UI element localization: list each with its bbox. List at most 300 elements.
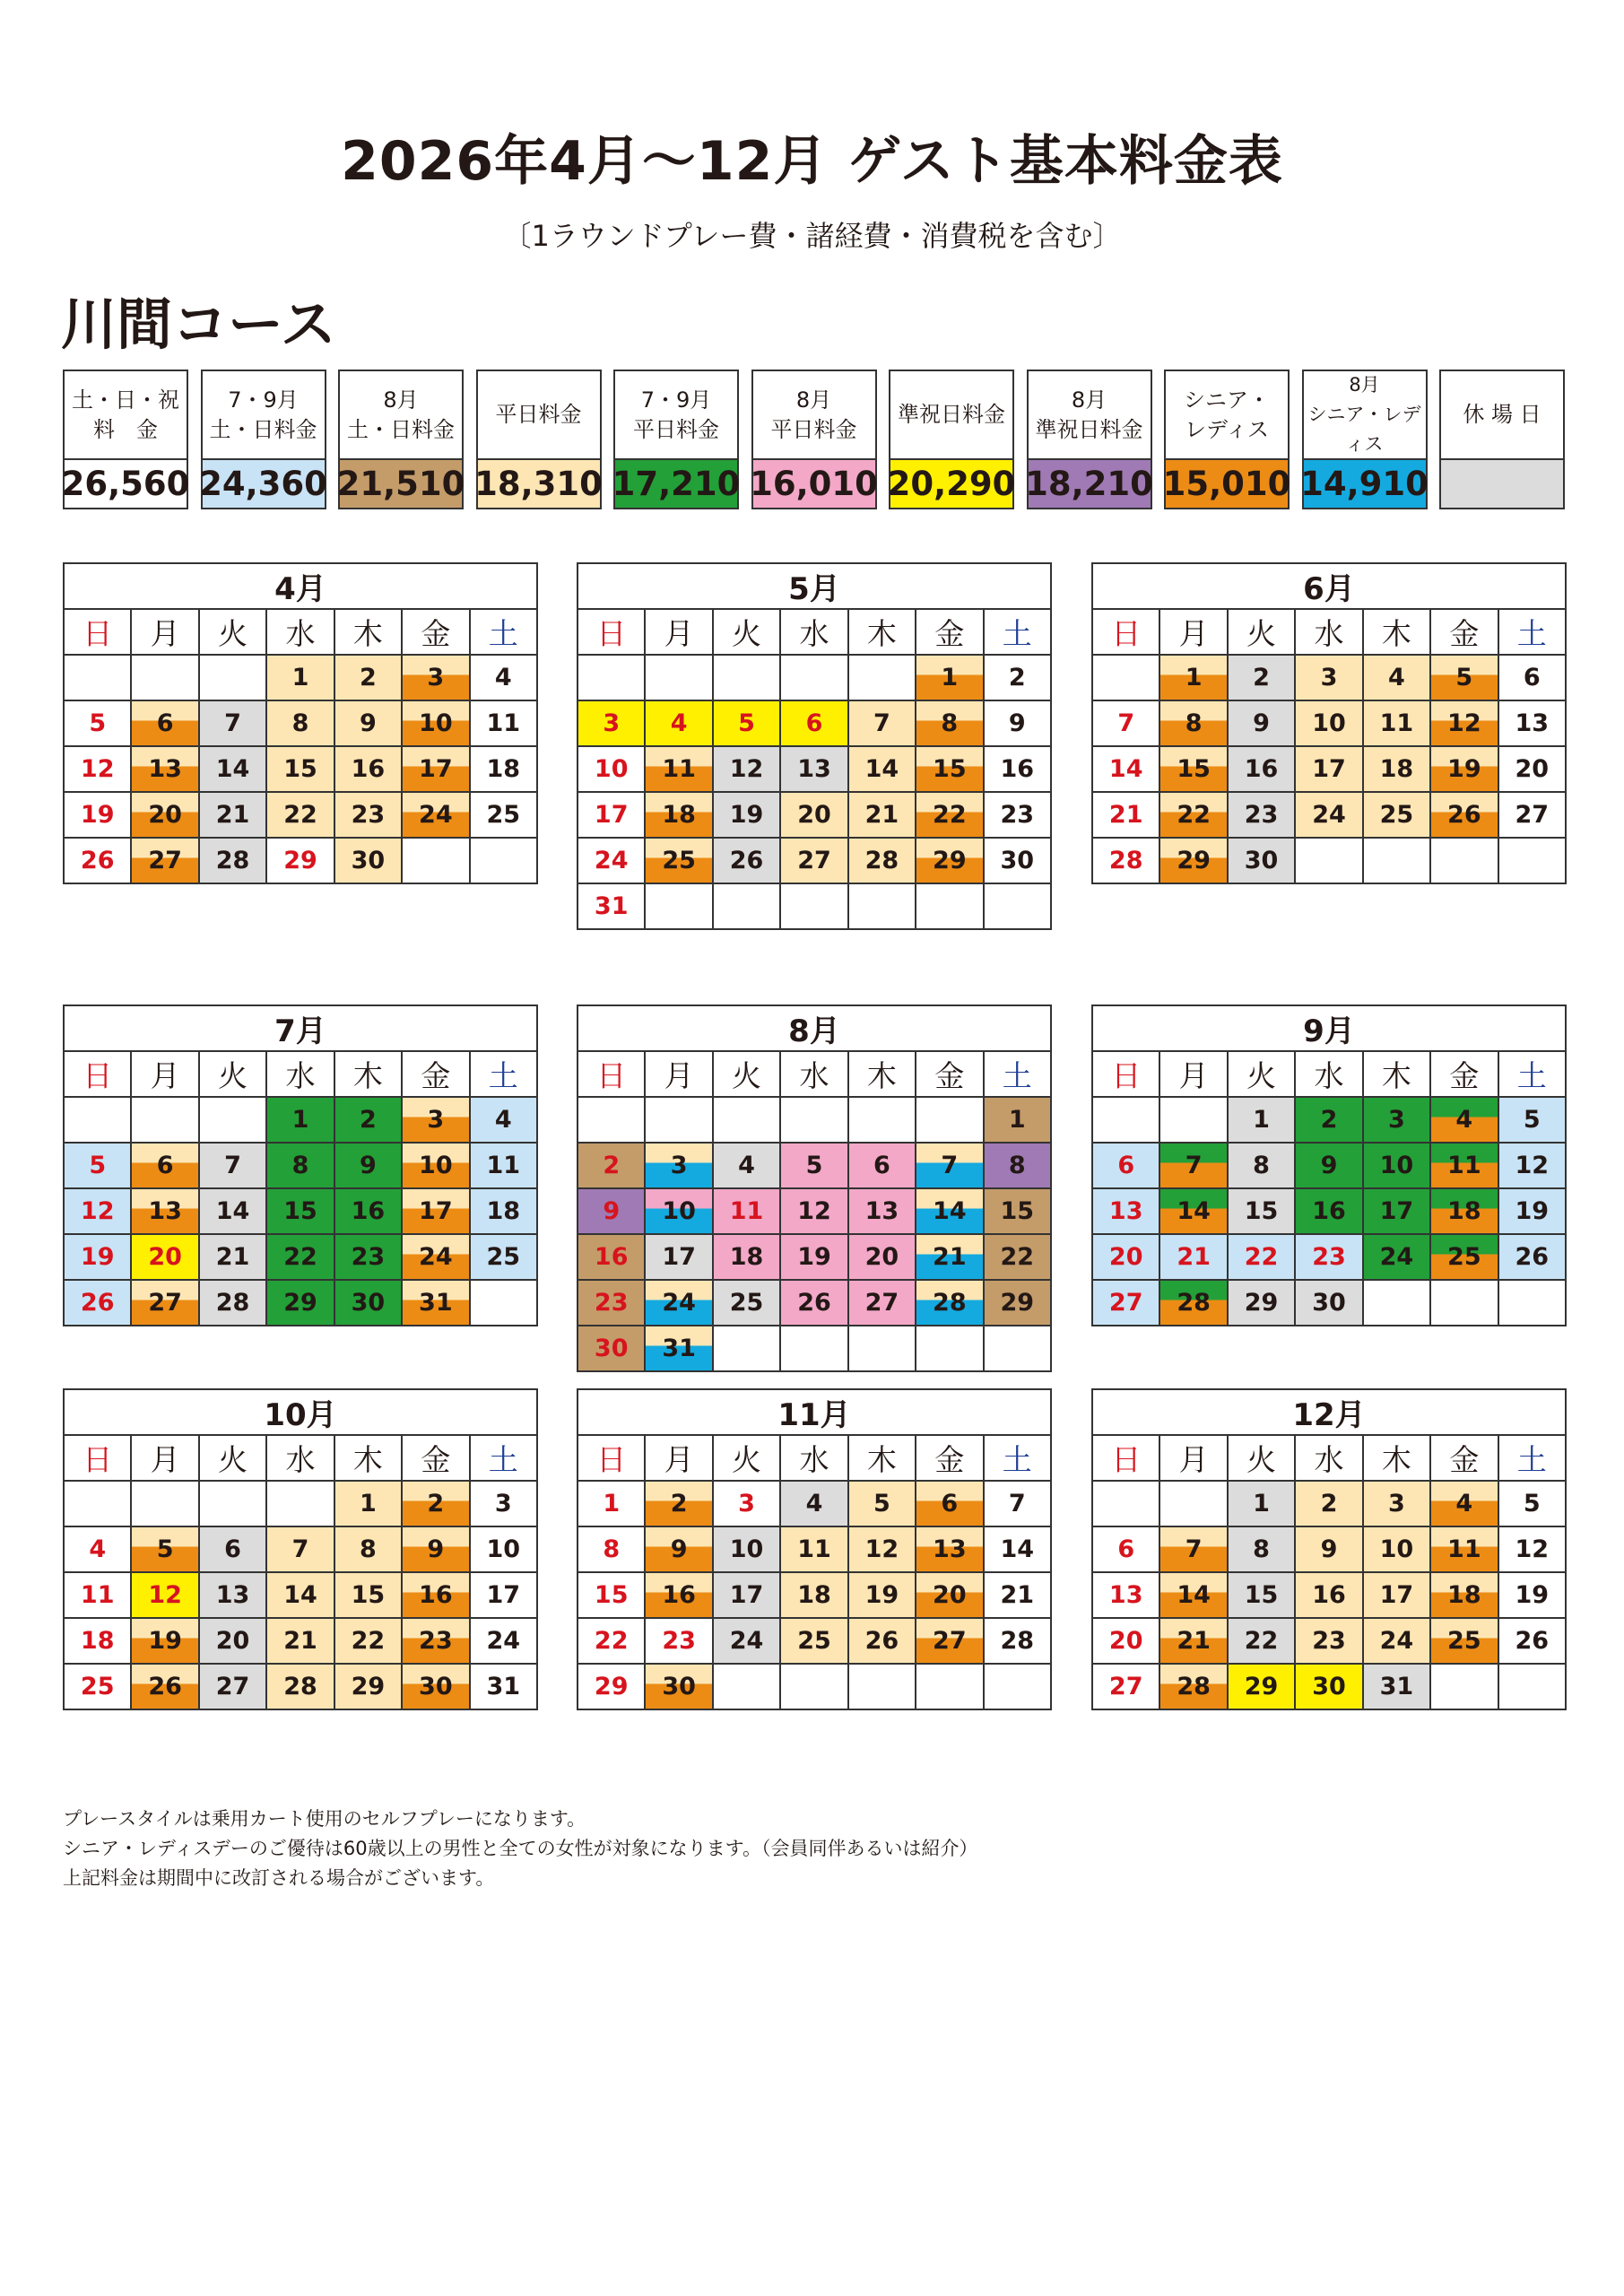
day-number: 10 — [1312, 709, 1346, 737]
day-number: 6 — [224, 1535, 241, 1563]
legend-item — [613, 370, 739, 509]
day-cell — [266, 1572, 334, 1618]
day-cell — [199, 792, 266, 838]
empty-cell — [645, 1097, 712, 1143]
legend-label: 準祝日料金 — [890, 371, 1012, 460]
day-number: 29 — [351, 1673, 386, 1700]
day-cell — [64, 1188, 131, 1234]
day-cell — [334, 838, 402, 883]
day-number: 15 — [594, 1581, 629, 1609]
day-number: 17 — [419, 1197, 453, 1225]
day-cell — [1363, 700, 1430, 746]
day-number: 6 — [156, 1152, 174, 1179]
day-cell — [984, 1618, 1051, 1664]
day-cell — [1228, 1097, 1295, 1143]
legend-label: 7・9月 平日料金 — [615, 371, 737, 460]
day-number: 6 — [1117, 1152, 1135, 1179]
empty-cell — [64, 1097, 131, 1143]
day-number: 19 — [729, 801, 764, 829]
day-cell — [1498, 1097, 1566, 1143]
day-cell — [266, 1097, 334, 1143]
legend-price: 20,290 — [890, 460, 1012, 508]
day-cell — [131, 700, 198, 746]
day-number: 6 — [1117, 1535, 1135, 1563]
day-cell — [1498, 792, 1566, 838]
day-number: 20 — [1108, 1627, 1143, 1655]
day-cell — [402, 1234, 469, 1280]
weekday-header: 火 — [199, 609, 266, 655]
month-title: 10月 — [64, 1389, 537, 1435]
day-number: 25 — [1447, 1243, 1481, 1271]
legend-item — [338, 370, 464, 509]
legend-label: 8月 準祝日料金 — [1029, 371, 1151, 460]
day-cell — [645, 1664, 712, 1709]
day-number: 6 — [941, 1490, 959, 1518]
day-cell — [334, 1526, 402, 1572]
day-cell — [402, 1664, 469, 1709]
day-number: 17 — [594, 801, 629, 829]
day-number: 29 — [1244, 1673, 1279, 1700]
day-cell — [645, 1526, 712, 1572]
day-number: 8 — [1253, 1535, 1270, 1563]
day-cell — [1498, 1618, 1566, 1664]
day-number: 14 — [933, 1197, 967, 1225]
month-calendar — [63, 1004, 538, 1326]
weekday-header: 木 — [1363, 1435, 1430, 1481]
day-number: 28 — [215, 1289, 250, 1317]
day-number: 4 — [670, 709, 688, 737]
legend-item — [1164, 370, 1290, 509]
day-cell — [266, 655, 334, 700]
day-number: 14 — [1177, 1197, 1211, 1225]
day-cell — [470, 1526, 537, 1572]
day-number: 14 — [215, 1197, 250, 1225]
day-number: 9 — [1320, 1535, 1338, 1563]
day-number: 7 — [1185, 1535, 1203, 1563]
day-cell — [402, 746, 469, 792]
day-number: 30 — [662, 1673, 696, 1700]
day-cell — [984, 1526, 1051, 1572]
day-cell — [1498, 655, 1566, 700]
day-number: 30 — [1244, 847, 1279, 874]
day-cell — [1498, 1188, 1566, 1234]
notes — [63, 1805, 977, 1893]
legend-price: 26,560 — [65, 460, 187, 508]
day-cell — [713, 1572, 780, 1618]
day-cell — [1228, 1143, 1295, 1188]
day-cell — [848, 838, 916, 883]
day-cell — [334, 1618, 402, 1664]
empty-cell — [1363, 838, 1430, 883]
day-cell — [334, 700, 402, 746]
weekday-header: 木 — [848, 609, 916, 655]
day-cell — [131, 1664, 198, 1709]
day-number: 23 — [351, 1243, 386, 1271]
day-number: 8 — [941, 709, 959, 737]
empty-cell — [578, 1097, 645, 1143]
day-cell — [1295, 700, 1362, 746]
day-cell — [470, 1481, 537, 1526]
day-cell — [1295, 1572, 1362, 1618]
day-number: 28 — [1000, 1627, 1035, 1655]
day-cell — [1498, 1572, 1566, 1618]
day-cell — [266, 1664, 334, 1709]
day-cell — [1363, 1188, 1430, 1234]
day-cell — [984, 792, 1051, 838]
day-cell — [402, 1481, 469, 1526]
day-cell — [1228, 838, 1295, 883]
day-number: 18 — [729, 1243, 764, 1271]
day-cell — [848, 700, 916, 746]
legend-price: 17,210 — [615, 460, 737, 508]
day-number: 19 — [80, 1243, 115, 1271]
day-cell — [1363, 1481, 1430, 1526]
day-cell — [1228, 746, 1295, 792]
day-cell — [916, 1481, 983, 1526]
day-number: 20 — [933, 1581, 967, 1609]
day-cell — [1159, 792, 1227, 838]
day-number: 11 — [1447, 1535, 1481, 1563]
day-number: 10 — [419, 709, 453, 737]
legend-item — [476, 370, 602, 509]
day-number: 25 — [486, 1243, 521, 1271]
day-number: 1 — [1185, 664, 1203, 691]
day-cell — [131, 1234, 198, 1280]
day-cell — [1092, 1618, 1159, 1664]
day-number: 20 — [1108, 1243, 1143, 1271]
day-cell — [470, 792, 537, 838]
day-number: 3 — [670, 1152, 688, 1179]
day-number: 21 — [1177, 1243, 1211, 1271]
day-number: 26 — [729, 847, 764, 874]
day-cell — [64, 838, 131, 883]
day-cell — [916, 1526, 983, 1572]
day-number: 28 — [1177, 1289, 1211, 1317]
day-cell — [1363, 1618, 1430, 1664]
weekday-header: 月 — [1159, 609, 1227, 655]
day-number: 18 — [1447, 1581, 1481, 1609]
empty-cell — [199, 1097, 266, 1143]
day-cell — [848, 1481, 916, 1526]
day-cell — [64, 1143, 131, 1188]
weekday-header: 月 — [1159, 1435, 1227, 1481]
day-number: 31 — [419, 1289, 453, 1317]
day-cell — [578, 792, 645, 838]
weekday-header: 水 — [780, 609, 847, 655]
empty-cell — [199, 655, 266, 700]
month-calendar — [63, 562, 538, 884]
day-number: 27 — [215, 1673, 250, 1700]
day-number: 6 — [873, 1152, 890, 1179]
day-cell — [64, 1280, 131, 1326]
day-number: 9 — [670, 1535, 688, 1563]
empty-cell — [848, 1326, 916, 1371]
day-cell — [1295, 1618, 1362, 1664]
day-number: 30 — [1312, 1673, 1346, 1700]
empty-cell — [131, 655, 198, 700]
day-cell — [916, 1234, 983, 1280]
day-number: 24 — [419, 1243, 453, 1271]
day-cell — [578, 1572, 645, 1618]
empty-cell — [1159, 1481, 1227, 1526]
day-cell — [984, 746, 1051, 792]
day-cell — [334, 746, 402, 792]
day-number: 30 — [1312, 1289, 1346, 1317]
day-cell — [1430, 792, 1498, 838]
day-number: 16 — [419, 1581, 453, 1609]
day-cell — [713, 700, 780, 746]
legend-label: 土・日・祝 料 金 — [65, 371, 187, 460]
day-number: 19 — [1515, 1197, 1550, 1225]
day-cell — [645, 1326, 712, 1371]
day-number: 22 — [283, 801, 317, 829]
month-title: 8月 — [578, 1005, 1051, 1051]
weekday-header: 月 — [131, 1051, 198, 1097]
day-number: 11 — [486, 709, 521, 737]
day-cell — [402, 1097, 469, 1143]
weekday-header: 日 — [64, 1435, 131, 1481]
day-number: 20 — [1515, 755, 1550, 783]
day-cell — [64, 1526, 131, 1572]
weekday-header: 水 — [1295, 1051, 1362, 1097]
day-cell — [1092, 1234, 1159, 1280]
day-number: 22 — [1244, 1243, 1279, 1271]
day-number: 15 — [1244, 1197, 1279, 1225]
day-cell — [984, 1097, 1051, 1143]
day-cell — [1295, 1664, 1362, 1709]
day-number: 19 — [864, 1581, 899, 1609]
empty-cell — [1430, 1664, 1498, 1709]
empty-cell — [848, 883, 916, 929]
day-cell — [1295, 1526, 1362, 1572]
day-number: 12 — [148, 1581, 182, 1609]
weekday-header: 日 — [1092, 1051, 1159, 1097]
day-number: 4 — [805, 1490, 823, 1518]
day-number: 20 — [797, 801, 831, 829]
day-cell — [848, 1526, 916, 1572]
day-cell — [645, 1572, 712, 1618]
day-number: 16 — [351, 755, 386, 783]
day-number: 29 — [283, 847, 317, 874]
day-cell — [1228, 792, 1295, 838]
day-cell — [1228, 1188, 1295, 1234]
day-cell — [984, 1572, 1051, 1618]
day-cell — [1363, 1097, 1430, 1143]
day-cell — [713, 1188, 780, 1234]
day-cell — [645, 700, 712, 746]
day-number: 8 — [291, 1152, 309, 1179]
day-cell — [578, 746, 645, 792]
legend-label: 8月 平日料金 — [753, 371, 875, 460]
weekday-header: 日 — [1092, 609, 1159, 655]
day-cell — [199, 1143, 266, 1188]
day-cell — [916, 1572, 983, 1618]
day-number: 2 — [360, 1106, 377, 1134]
weekday-header: 木 — [1363, 1051, 1430, 1097]
day-cell — [1159, 1188, 1227, 1234]
day-cell — [1092, 1572, 1159, 1618]
day-cell — [1228, 700, 1295, 746]
day-cell — [916, 1618, 983, 1664]
day-number: 14 — [283, 1581, 317, 1609]
day-cell — [334, 1481, 402, 1526]
page-title: 2026年4月〜12月 ゲスト基本料金表 — [341, 130, 1283, 193]
day-cell — [1228, 1618, 1295, 1664]
weekday-header: 金 — [916, 1051, 983, 1097]
weekday-header: 水 — [266, 1435, 334, 1481]
day-cell — [64, 1618, 131, 1664]
day-cell — [1363, 1143, 1430, 1188]
day-number: 3 — [1388, 1490, 1405, 1518]
day-cell — [199, 1526, 266, 1572]
day-number: 8 — [360, 1535, 377, 1563]
day-number: 9 — [1253, 709, 1270, 737]
legend-label: 8月 土・日料金 — [340, 371, 462, 460]
day-number: 21 — [1000, 1581, 1035, 1609]
day-cell — [402, 1526, 469, 1572]
empty-cell — [1363, 1280, 1430, 1326]
day-number: 1 — [941, 664, 959, 691]
day-number: 31 — [486, 1673, 521, 1700]
day-number: 30 — [594, 1335, 629, 1362]
weekday-header: 土 — [984, 609, 1051, 655]
empty-cell — [713, 1097, 780, 1143]
day-cell — [984, 700, 1051, 746]
weekday-header: 水 — [1295, 609, 1362, 655]
month-title: 4月 — [64, 563, 537, 609]
weekday-header: 火 — [1228, 1435, 1295, 1481]
day-cell — [713, 1280, 780, 1326]
weekday-header: 水 — [780, 1051, 847, 1097]
day-number: 25 — [1379, 801, 1414, 829]
day-cell — [64, 792, 131, 838]
day-cell — [645, 1618, 712, 1664]
day-cell — [1295, 1280, 1362, 1326]
month-calendar — [577, 1004, 1052, 1372]
day-cell — [916, 792, 983, 838]
day-number: 12 — [797, 1197, 831, 1225]
day-number: 9 — [360, 709, 377, 737]
day-number: 22 — [1000, 1243, 1035, 1271]
empty-cell — [780, 883, 847, 929]
day-number: 10 — [1379, 1152, 1414, 1179]
day-number: 18 — [1379, 755, 1414, 783]
day-cell — [1363, 746, 1430, 792]
legend-label: 7・9月 土・日料金 — [203, 371, 325, 460]
month-calendar — [63, 1388, 538, 1710]
day-number: 28 — [933, 1289, 967, 1317]
day-cell — [1092, 792, 1159, 838]
day-number: 19 — [797, 1243, 831, 1271]
day-cell — [266, 1280, 334, 1326]
day-cell — [848, 1234, 916, 1280]
empty-cell — [1295, 838, 1362, 883]
day-cell — [578, 1280, 645, 1326]
day-number: 13 — [797, 755, 831, 783]
day-cell — [713, 746, 780, 792]
day-number: 13 — [864, 1197, 899, 1225]
day-cell — [1228, 1481, 1295, 1526]
weekday-header: 月 — [645, 1435, 712, 1481]
empty-cell — [848, 655, 916, 700]
day-cell — [266, 746, 334, 792]
day-cell — [780, 792, 847, 838]
day-number: 5 — [805, 1152, 823, 1179]
day-cell — [984, 1234, 1051, 1280]
day-cell — [1295, 1143, 1362, 1188]
day-number: 3 — [494, 1490, 512, 1518]
day-cell — [131, 1572, 198, 1618]
weekday-header: 木 — [334, 1051, 402, 1097]
day-cell — [1092, 1143, 1159, 1188]
day-cell — [131, 1526, 198, 1572]
day-number: 12 — [729, 755, 764, 783]
day-cell — [848, 1188, 916, 1234]
day-number: 10 — [729, 1535, 764, 1563]
month-calendar — [577, 562, 1052, 930]
day-cell — [780, 838, 847, 883]
empty-cell — [984, 1326, 1051, 1371]
day-number: 25 — [797, 1627, 831, 1655]
weekday-header: 木 — [848, 1051, 916, 1097]
day-cell — [470, 1234, 537, 1280]
day-cell — [470, 1618, 537, 1664]
day-cell — [470, 1143, 537, 1188]
day-cell — [334, 1572, 402, 1618]
day-number: 19 — [80, 801, 115, 829]
day-cell — [1430, 655, 1498, 700]
day-number: 17 — [729, 1581, 764, 1609]
day-cell — [402, 1618, 469, 1664]
day-cell — [266, 1618, 334, 1664]
day-number: 2 — [360, 664, 377, 691]
legend-price: 18,310 — [478, 460, 600, 508]
legend-price: 15,010 — [1166, 460, 1288, 508]
day-cell — [780, 1618, 847, 1664]
day-cell — [1498, 1234, 1566, 1280]
empty-cell — [713, 1326, 780, 1371]
month-title: 6月 — [1092, 563, 1566, 609]
day-cell — [1159, 838, 1227, 883]
day-number: 5 — [1523, 1490, 1541, 1518]
day-number: 21 — [1177, 1627, 1211, 1655]
day-cell — [848, 746, 916, 792]
empty-cell — [1430, 838, 1498, 883]
day-cell — [1295, 792, 1362, 838]
day-number: 2 — [1008, 664, 1026, 691]
legend-item — [1027, 370, 1152, 509]
empty-cell — [848, 1097, 916, 1143]
day-number: 14 — [1000, 1535, 1035, 1563]
day-cell — [578, 1234, 645, 1280]
day-number: 5 — [156, 1535, 174, 1563]
day-number: 8 — [1253, 1152, 1270, 1179]
month-calendar — [1091, 562, 1567, 884]
day-number: 27 — [933, 1627, 967, 1655]
day-number: 18 — [486, 755, 521, 783]
day-cell — [713, 838, 780, 883]
day-number: 23 — [594, 1289, 629, 1317]
day-number: 18 — [662, 801, 696, 829]
day-number: 2 — [1320, 1106, 1338, 1134]
weekday-header: 火 — [713, 1051, 780, 1097]
day-cell — [713, 1481, 780, 1526]
day-number: 16 — [1312, 1581, 1346, 1609]
day-number: 13 — [1108, 1581, 1143, 1609]
day-number: 14 — [1108, 755, 1143, 783]
day-number: 12 — [864, 1535, 899, 1563]
day-cell — [1159, 746, 1227, 792]
